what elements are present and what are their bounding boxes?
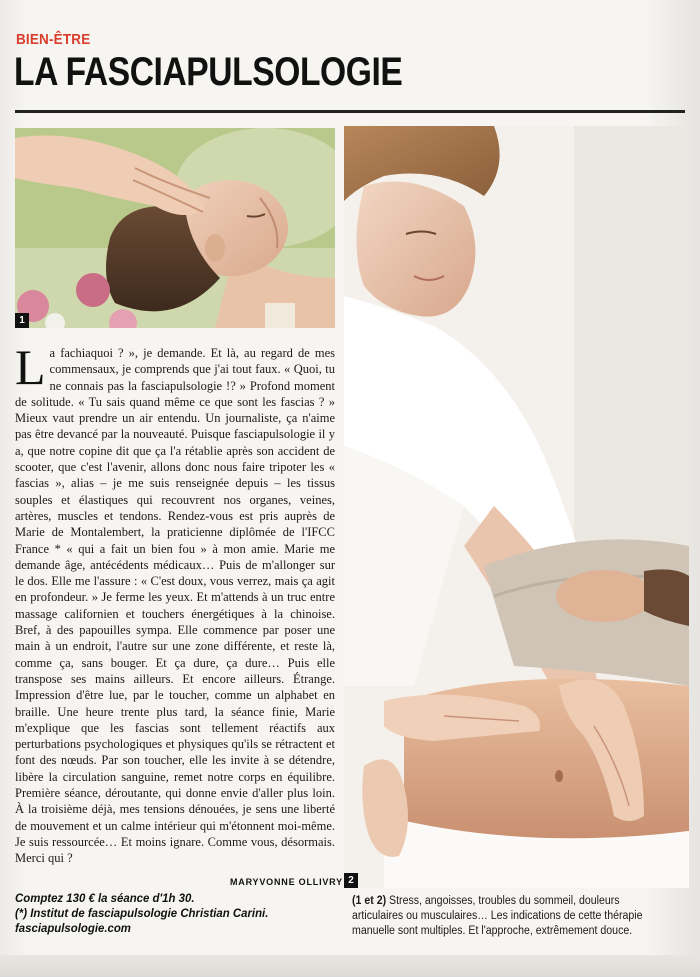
section-rubric: BIEN-ÊTRE — [16, 31, 91, 48]
institute-info: (*) Institut de fasciapulsologie Christian Carini. — [15, 906, 269, 920]
photo-head-massage — [15, 128, 335, 328]
website-info: fasciapulsologie.com — [15, 921, 131, 935]
article-body — [15, 339, 335, 867]
article-title: LA FASCIAPULSOLOGIE — [14, 50, 403, 94]
head-massage-illustration — [15, 128, 335, 328]
practical-info — [15, 891, 335, 936]
article-paragraph-text: a fachiaquoi ? », je demande. Et là, au regard de mes commensaux, je comprends que j'ai tout faux. « Quoi, tu ne connais pas la fasciapulsologie !? » Profond moment de solitude. « Tu sais quand même ce que sont les fascias ? » Mieux vaut prendre un air entendu. Un journaliste, ça n'aime pas être devancé par la nouveauté. Puisque fasciapulsologie il y a, que notre copine dit que ça l'a rétablie après son accident de scooter, que c'est l'avenir, allons donc nous faire tripoter les « fascias », alias – je me suis renseignée depuis – les tissus souples et élastiques qui recouvrent nos organes, veines, artères, muscles et tendons. Rendez-vous est pris auprès de Marie de Montalembert, la praticienne diplômée de l'IFCC France * « qui a fait un bien fou » à mon amie. Marie me demande âge, antécédents médicaux… Puis de m'allonger sur le dos. Elle me l'assure : « C'est doux, vous verrez, mais ça agit en profondeur. » Je ferme les yeux. Et m'attends à un truc entre massage californien et touchers énergétiques à la chinoise. Bref, à des papouilles sympa. Elle commence par poser une main à un endroit, l'autre sur une zone différente, et reste là, comme ça, sans bouger. Et ça dure, ça dure… Puis elle transpose ses mains ailleurs. Et encore ailleurs. Étrange. Impression d'être lue, par le toucher, comme un alphabet en braille. Une heure trente plus tard, la séance finie, Marie m'explique que les fascias sont tellement réactifs aux perturbations psychologiques et physiques qu'ils se rétractent et font des nœuds. Par son toucher, elle les invite à se détendre, libère la circulation sanguine, remet notre corps en équilibre. Première séance, déroutante, qui donne envie d'aller plus loin. À la troisième déjà, mes tensions dénouées, je sens une liberté de mouvement et un calme intérieur qui m'étonnent moi-même. Je suis ressourcée… Et moins ignare. Comme vous, désormais. Merci qui ? — [15, 346, 335, 866]
page-bottom-strip — [0, 955, 700, 977]
drop-cap: L — [15, 339, 46, 395]
caption-text: Stress, angoisses, troubles du sommeil, douleurs articulaires ou musculaires… Les indications de cette thérapie manuelle sont multiples. Et l'approche, extrêmement douce. — [352, 895, 643, 937]
photo-2-number: 2 — [344, 873, 358, 888]
photo-1-number: 1 — [15, 313, 29, 328]
title-rule — [15, 110, 685, 113]
article-paragraph — [15, 339, 335, 867]
author-byline: MARYVONNE OLLIVRY — [230, 877, 343, 887]
price-info: Comptez 130 € la séance d'1h 30. — [15, 891, 195, 905]
caption-refs: (1 et 2) — [352, 895, 387, 907]
photo-caption — [352, 894, 665, 939]
photo-abdominal-touch — [344, 126, 689, 888]
abdominal-touch-illustration — [344, 126, 689, 888]
